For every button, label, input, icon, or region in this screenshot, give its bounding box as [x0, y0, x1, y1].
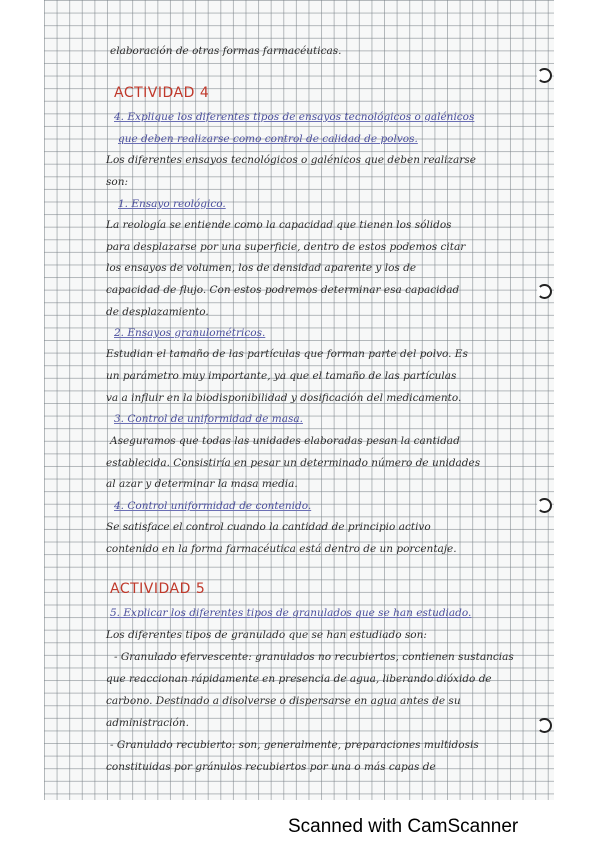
- text-line: - Granulado recubierto: son, generalmente, preparaciones multidosis: [110, 739, 479, 751]
- text-line: Los diferentes tipos de granulado que se han estudiado son:: [106, 629, 427, 641]
- text-line: los ensayos de volumen, los de densidad aparente y los de: [106, 262, 417, 274]
- subheading: 2. Ensayos granulométricos.: [114, 327, 266, 339]
- text-line: - Granulado efervescente: granulados no recubiertos, contienen sustancias: [114, 651, 514, 663]
- heading-actividad-5: ACTIVIDAD 5: [110, 581, 206, 597]
- text-line: establecida. Consistiría en pesar un determinado número de unidades: [106, 457, 481, 469]
- text-line: que reaccionan rápidamente en presencia de agua, liberando dióxido de: [106, 673, 492, 685]
- text-line: Aseguramos que todas las unidades elaboradas pesan la cantidad: [110, 435, 460, 447]
- text-line: constituidas por gránulos recubiertos por una o más capas de: [106, 761, 436, 773]
- question-line: 5. Explicar los diferentes tipos de granulados que se han estudiado.: [110, 607, 472, 619]
- binder-hole-icon: [537, 498, 552, 513]
- camscanner-watermark: Scanned with CamScanner: [288, 816, 519, 837]
- subheading: 1. Ensayo reológico.: [118, 198, 226, 210]
- question-line: que deben realizarse como control de calidad de polvos.: [118, 133, 418, 145]
- text-line: elaboración de otras formas farmacéuticas.: [110, 45, 342, 57]
- text-line: al azar y determinar la masa media.: [106, 478, 298, 490]
- text-line: Los diferentes ensayos tecnológicos o galénicos que deben realizarse: [106, 154, 476, 166]
- text-line: Estudian el tamaño de las partículas que forman parte del polvo. Es: [106, 348, 468, 360]
- text-line: un parámetro muy importante, ya que el tamaño de las partículas: [106, 370, 457, 382]
- question-line: 4. Explique los diferentes tipos de ensayos tecnológicos o galénicos: [114, 111, 475, 123]
- binder-hole-icon: [537, 718, 552, 733]
- text-line: La reología se entiende como la capacidad que tienen los sólidos: [106, 219, 452, 231]
- text-line: contenido en la forma farmacéutica está dentro de un porcentaje.: [106, 543, 457, 555]
- binder-hole-icon: [537, 68, 552, 83]
- text-line: son:: [106, 176, 129, 188]
- text-line: capacidad de flujo. Con estos podremos determinar esa capacidad: [106, 284, 460, 296]
- heading-actividad-4: ACTIVIDAD 4: [114, 85, 210, 101]
- subheading: 4. Control uniformidad de contenido.: [114, 500, 312, 512]
- text-line: administración.: [106, 717, 189, 729]
- text-line: va a influir en la biodisponibilidad y dosificación del medicamento.: [106, 392, 462, 404]
- subheading: 3. Control de uniformidad de masa.: [114, 413, 303, 425]
- text-line: Se satisface el control cuando la cantidad de principio activo: [106, 521, 431, 533]
- text-line: para desplazarse por una superficie, dentro de estos podemos citar: [106, 241, 466, 253]
- binder-hole-icon: [537, 284, 552, 299]
- notebook-page: [44, 0, 554, 800]
- text-line: de desplazamiento.: [106, 306, 209, 318]
- text-line: carbono. Destinado a disolverse o dispersarse en agua antes de su: [106, 695, 461, 707]
